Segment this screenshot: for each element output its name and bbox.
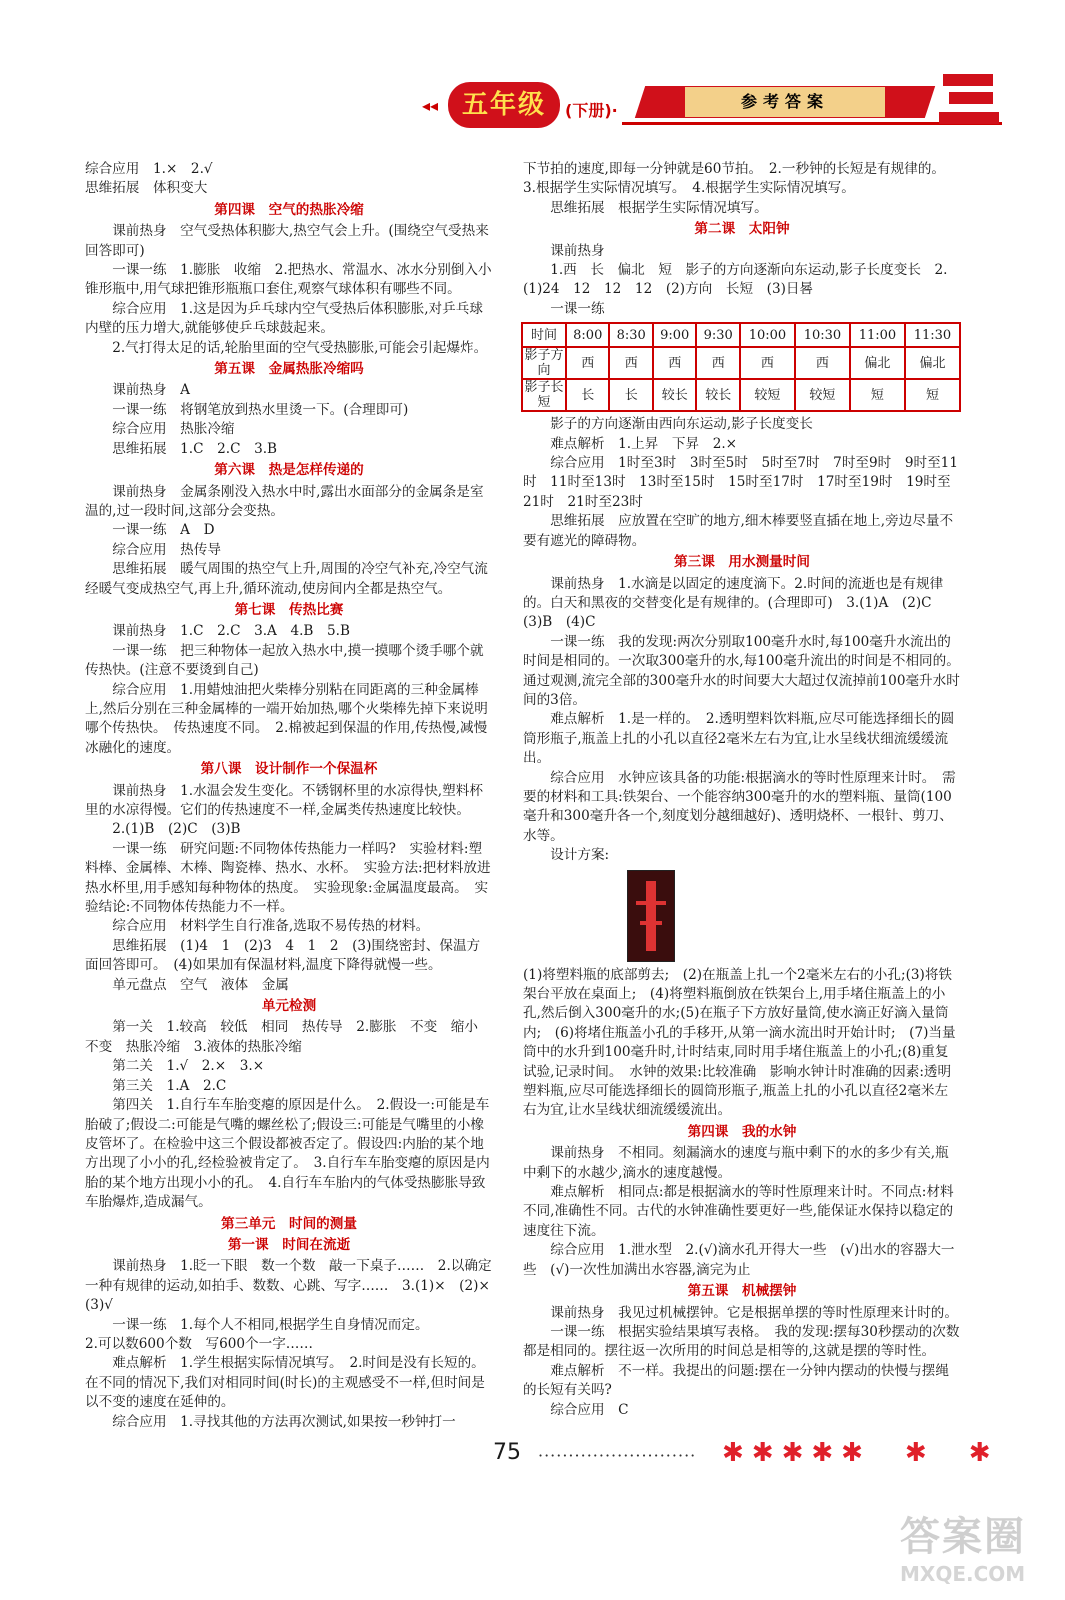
table-cell: 西 — [609, 347, 652, 379]
right-column-bottom — [523, 966, 961, 1420]
section-heading: 第三课 用水测量时间 — [674, 554, 810, 571]
table-cell: 8:30 — [609, 323, 652, 347]
grade-badge: 五年级 — [448, 82, 560, 128]
answer-paragraph: 课前热身 1.水温会发生变化。不锈钢杯里的水凉得快,塑料杯里的水凉得慢。它们的传热速度不一样,金属类传热速度比较快。 — [85, 782, 483, 818]
answer-paragraph: 综合应用 热传导 — [112, 541, 221, 558]
answer-paragraph: 思维拓展 体积变大 — [85, 180, 208, 197]
header-title: 参考答案 — [685, 87, 885, 117]
right-column — [523, 160, 961, 1420]
table-row — [522, 323, 960, 347]
page-number: 75 — [493, 1440, 521, 1465]
answer-paragraph: 影子的方向逐渐由西向东运动,影子长度变长 — [550, 416, 813, 433]
answer-paragraph: (1)将塑料瓶的底部剪去; (2)在瓶盖上扎一个2毫米左右的小孔;(3)将铁架台平放在桌面上; (4)将塑料瓶倒放在铁架台上,用手堵住瓶盖上的小孔,然后倒入300毫升的水;(5)在瓶子下方放好量筒,使水滴正好滴入量筒内; (6)将堵住瓶盖小孔的手移开,从第一滴水流出时开始计时; (7)当量筒中的水升到100毫升时,计时结束,同时用手堵住瓶盖上的小孔;(8)重复试验,记录时间。 水钟的效果:比较准确 影响水钟计时准确的因素:透明塑料瓶,应尽可能选择细长的圆筒形瓶子,瓶盖上扎的小孔以直径2毫米左右为宜,让水呈线状细流缓缓流出。 — [523, 966, 956, 1119]
table-cell: 西 — [566, 347, 609, 379]
section-heading: 第一课 时间在流逝 — [227, 1236, 351, 1253]
answer-paragraph: 综合应用 1.× 2.√ — [85, 161, 213, 177]
double-arrow-icon: ◂◂ — [422, 96, 439, 115]
answer-paragraph: 2.(1)B (2)C (3)B — [112, 821, 241, 838]
answer-paragraph: 难点解析 1.学生根据实际情况填写。 2.时间是没有长短的。在不同的情况下,我们对相同时间(时长)的主观感受不一样,但时间是以不变的速度在延伸的。 — [85, 1355, 485, 1411]
answer-paragraph: 课前热身 — [550, 242, 605, 259]
answer-paragraph: 思维拓展 (1)4 1 (2)3 4 1 2 (3)围绕密封、保温方面回答即可。 (4)如果加有保温材料,温度下降得就慢一些。 — [85, 937, 481, 974]
answer-paragraph: 思维拓展 应放置在空旷的地方,细木棒要竖直插在地上,旁边尽量不要有遮光的障碍物。 — [523, 513, 954, 549]
table-cell: 西 — [795, 347, 850, 379]
answer-paragraph: 课前热身 A — [112, 382, 190, 399]
answer-paragraph: 综合应用 水钟应该具备的功能:根据滴水的等时性原理来计时。 需要的材料和工具:铁架台、一个能容纳300毫升的水的塑料瓶、量筒(100毫升和300毫升各一个,刻度划分越细越好)、透明烧杯、一根针、剪刀、水等。 — [523, 769, 956, 844]
left-column — [85, 160, 504, 1432]
section-heading: 第五课 机械摆钟 — [687, 1283, 797, 1300]
table-header-cell: 影子长短 — [522, 379, 566, 411]
answer-paragraph: 一课一练 A D — [112, 522, 215, 539]
table-cell: 11:30 — [905, 323, 960, 347]
answer-paragraph: 一课一练 1.每个人不相同,根据学生自身情况而定。 — [112, 1316, 429, 1333]
answer-paragraph: 第二关 1.√ 2.× 3.× — [112, 1058, 265, 1075]
table-cell: 西 — [696, 347, 739, 379]
answer-paragraph: 综合应用 材料学生自行准备,选取不易传热的材料。 — [112, 918, 430, 935]
section-heading: 第五课 金属热胀冷缩吗 — [214, 361, 364, 378]
star-decoration-icon: ✱✱✱✱✱ ✱ ✱ — [722, 1438, 999, 1468]
answer-paragraph: 综合应用 热胀冷缩 — [112, 421, 235, 438]
table-cell: 短 — [850, 379, 905, 411]
answer-paragraph: 课前热身 我见过机械摆钟。它是根据单摆的等时性原理来计时的。 — [550, 1304, 958, 1321]
section-heading: 第二课 太阳钟 — [694, 221, 790, 238]
section-heading: 第三单元 时间的测量 — [221, 1215, 357, 1232]
answer-paragraph: 课前热身 1.水滴是以固定的速度滴下。2.时间的流逝也是有规律的。白天和黑夜的交替变化是有规律的。(合理即可) 3.(1)A (2)C (3)B (4)C — [523, 575, 946, 631]
answer-paragraph: 一课一练 1.膨胀 收缩 2.把热水、常温水、冰水分别倒入小锥形瓶中,用气球把锥形瓶瓶口套住,观察气球体积有哪些不同。 — [85, 262, 492, 298]
answer-paragraph: 一课一练 将钢笔放到热水里烫一下。(合理即可) — [112, 401, 409, 418]
answer-paragraph: 一课一练 根据实验结果填写表格。 我的发现:摆每30秒摆动的次数都是相同的。摆往返一次所用的时间总是相等的,这就是摆的等时性。 — [523, 1323, 960, 1360]
table-cell: 偏北 — [905, 347, 960, 379]
answer-paragraph: 2.可以数600个数 写600个一字…… — [85, 1335, 313, 1352]
table-cell: 长 — [609, 379, 652, 411]
section-heading: 第八课 设计制作一个保温杯 — [200, 761, 378, 778]
answer-paragraph: 思维拓展 根据学生实际情况填写。 — [550, 199, 768, 216]
watermark-url: MXQE.COM — [900, 1562, 1026, 1586]
brand-logo-icon — [935, 70, 1003, 130]
answer-paragraph: 第一关 1.较高 较低 相同 热传导 2.膨胀 不变 缩小 不变 热胀冷缩 3.液体的热胀冷缩 — [85, 1019, 492, 1055]
term-label: (下册)· — [565, 101, 618, 120]
answer-paragraph: 综合应用 1.泄水型 2.(√)滴水孔开得大一些 (√)出水的容器大一些 (√)一次性加满出水容器,滴完为止 — [523, 1242, 955, 1278]
answer-paragraph: 课前热身 金属条刚没入热水中时,露出水面部分的金属条是室温的,过一段时间,这部分会变热。 — [85, 483, 484, 519]
answer-paragraph: 综合应用 1.用蜡烛油把火柴棒分别粘在同距离的三种金属棒上,然后分别在三种金属棒的一端开始加热,哪个火柴棒先掉下来说明哪个传热快。 传热速度不同。 2.棉被起到保温的作用,传热慢,减慢冰融化的速度。 — [85, 681, 488, 756]
answer-paragraph: 课前热身 不相同。刻漏滴水的速度与瓶中剩下的水的多少有关,瓶中剩下的水越少,滴水的速度越慢。 — [523, 1145, 949, 1181]
answer-paragraph: 综合应用 C — [550, 1401, 629, 1418]
table-header-cell: 影子方向 — [522, 347, 566, 379]
right-column-mid — [523, 415, 961, 865]
answer-paragraph: 下节拍的速度,即每一分钟就是60节拍。 2.一秒钟的长短是有规律的。 3.根据学生实际情况填写。 4.根据学生实际情况填写。 — [523, 161, 952, 197]
sun-clock-table — [521, 322, 961, 412]
table-cell: 偏北 — [850, 347, 905, 379]
answer-paragraph: 综合应用 1.这是因为乒乓球内空气受热后体积膨胀,对乒乓球内壁的压力增大,就能够使乒乓球鼓起来。 — [85, 300, 483, 337]
section-heading: 第四课 空气的热胀冷缩 — [214, 201, 364, 218]
table-header-cell: 时间 — [522, 323, 566, 347]
answer-paragraph: 课前热身 空气受热体积膨大,热空气会上升。(围绕空气受热来回答即可) — [85, 223, 489, 259]
answer-paragraph: 一课一练 — [550, 300, 605, 317]
answer-paragraph: 1.西 长 偏北 短 影子的方向逐渐向东运动,影子长度变长 2.(1)24 12 12 12 (2)方向 长短 (3)日晷 — [523, 262, 948, 298]
answer-paragraph: 2.气打得太足的话,轮胎里面的空气受热膨胀,可能会引起爆炸。 — [112, 339, 488, 356]
watermark-logo: 答案圈 — [900, 1514, 1026, 1560]
table-cell: 较长 — [653, 379, 696, 411]
table-cell: 较短 — [740, 379, 795, 411]
table-cell: 8:00 — [566, 323, 609, 347]
table-cell: 短 — [905, 379, 960, 411]
table-cell: 西 — [740, 347, 795, 379]
table-cell: 较长 — [696, 379, 739, 411]
answer-paragraph: 第四关 1.自行车车胎变瘪的原因是什么。 2.假设一:可能是车胎破了;假设二:可能是气嘴的螺丝松了;假设三:可能是气嘴里的小橡皮管坏了。在检验中这三个假设都被否定了。假设四:内胎的某个地方出现了小小的孔,经检验被肯定了。 3.自行车车胎变瘪的原因是内胎的某个地方出现小小的孔。 4.自行车车胎内的气体受热膨胀导致车胎爆炸,造成漏气。 — [85, 1097, 490, 1211]
table-row — [522, 379, 960, 411]
table-cell: 西 — [653, 347, 696, 379]
table-cell: 10:30 — [795, 323, 850, 347]
watermark — [900, 1505, 1050, 1591]
table-cell: 9:30 — [696, 323, 739, 347]
answer-paragraph: 思维拓展 1.C 2.C 3.B — [112, 440, 278, 457]
answer-paragraph: 难点解析 1.上昇 下昇 2.× — [550, 435, 738, 452]
answer-paragraph: 难点解析 相同点:都是根据滴水的等时性原理来计时。不同点:材料不同,准确性不同。古代的水钟准确性要更好一些,能保证水保持以稳定的速度往下流。 — [523, 1184, 954, 1239]
table-cell: 11:00 — [850, 323, 905, 347]
table-cell: 9:00 — [653, 323, 696, 347]
page-header — [0, 0, 1065, 150]
answer-paragraph: 课前热身 1.C 2.C 3.A 4.B 5.B — [112, 623, 350, 640]
answer-paragraph: 综合应用 1.寻找其他的方法再次测试,如果按一秒钟打一 — [112, 1413, 456, 1430]
water-clock-design-image — [627, 870, 675, 962]
section-heading: 单元检测 — [261, 998, 317, 1015]
answer-paragraph: 一课一练 我的发现:两次分别取100毫升水时,每100毫升水流出的时间是相同的。一次取300毫升的水,每100毫升流出的时间是不相同的。通过观测,流完全部的300毫升水的时间要大大超过仅流掉前100毫升水时间的3倍。 — [523, 633, 960, 708]
answer-paragraph: 难点解析 1.是一样的。 2.透明塑料饮料瓶,应尽可能选择细长的圆筒形瓶子,瓶盖上扎的小孔以直径2毫米左右为宜,让水呈线状细流缓缓流出。 — [523, 711, 955, 767]
table-cell: 较短 — [795, 379, 850, 411]
table-row — [522, 347, 960, 379]
answer-paragraph: 一课一练 把三种物体一起放入热水中,摸一摸哪个烫手哪个就传热快。(注意不要烫到自己) — [85, 642, 484, 679]
answer-paragraph: 单元盘点 空气 液体 金属 — [112, 976, 289, 993]
section-heading: 第四课 我的水钟 — [687, 1123, 797, 1140]
answer-paragraph: 难点解析 不一样。我提出的问题:摆在一分钟内摆动的快慢与摆绳的长短有关吗? — [523, 1362, 949, 1399]
section-heading: 第六课 热是怎样传递的 — [214, 462, 364, 479]
answer-paragraph: 思维拓展 暖气周围的热空气上升,周围的冷空气补充,冷空气流经暖气变成热空气,再上升,循环流动,使房间内全都是热空气。 — [85, 561, 488, 597]
section-heading: 第七课 传热比赛 — [234, 601, 344, 618]
table-cell: 10:00 — [740, 323, 795, 347]
footer-dots: ·························· — [538, 1446, 697, 1465]
answer-paragraph: 一课一练 研究问题:不同物体传热能力一样吗? 实验材料:塑料棒、金属棒、木棒、陶瓷棒、热水、水杯。 实验方法:把材料放进热水杯里,用手感知每种物体的热度。 实验现象:金属温度最高。 实验结论:不同物体传热能力不一样。 — [85, 840, 491, 916]
table-cell: 长 — [566, 379, 609, 411]
answer-paragraph: 设计方案: — [550, 847, 610, 864]
right-column-top — [523, 160, 961, 319]
answer-paragraph: 第三关 1.A 2.C — [112, 1077, 227, 1094]
answer-paragraph: 综合应用 1时至3时 3时至5时 5时至7时 7时至9时 9时至11时 11时至13时 13时至15时 15时至17时 17时至19时 19时至21时 21时至23时 — [523, 455, 958, 510]
answer-paragraph: 课前热身 1.眨一下眼 数一个数 敲一下桌子…… 2.以确定一种有规律的运动,如拍手、数数、心跳、写字…… 3.(1)× (2)× (3)√ — [85, 1258, 504, 1314]
